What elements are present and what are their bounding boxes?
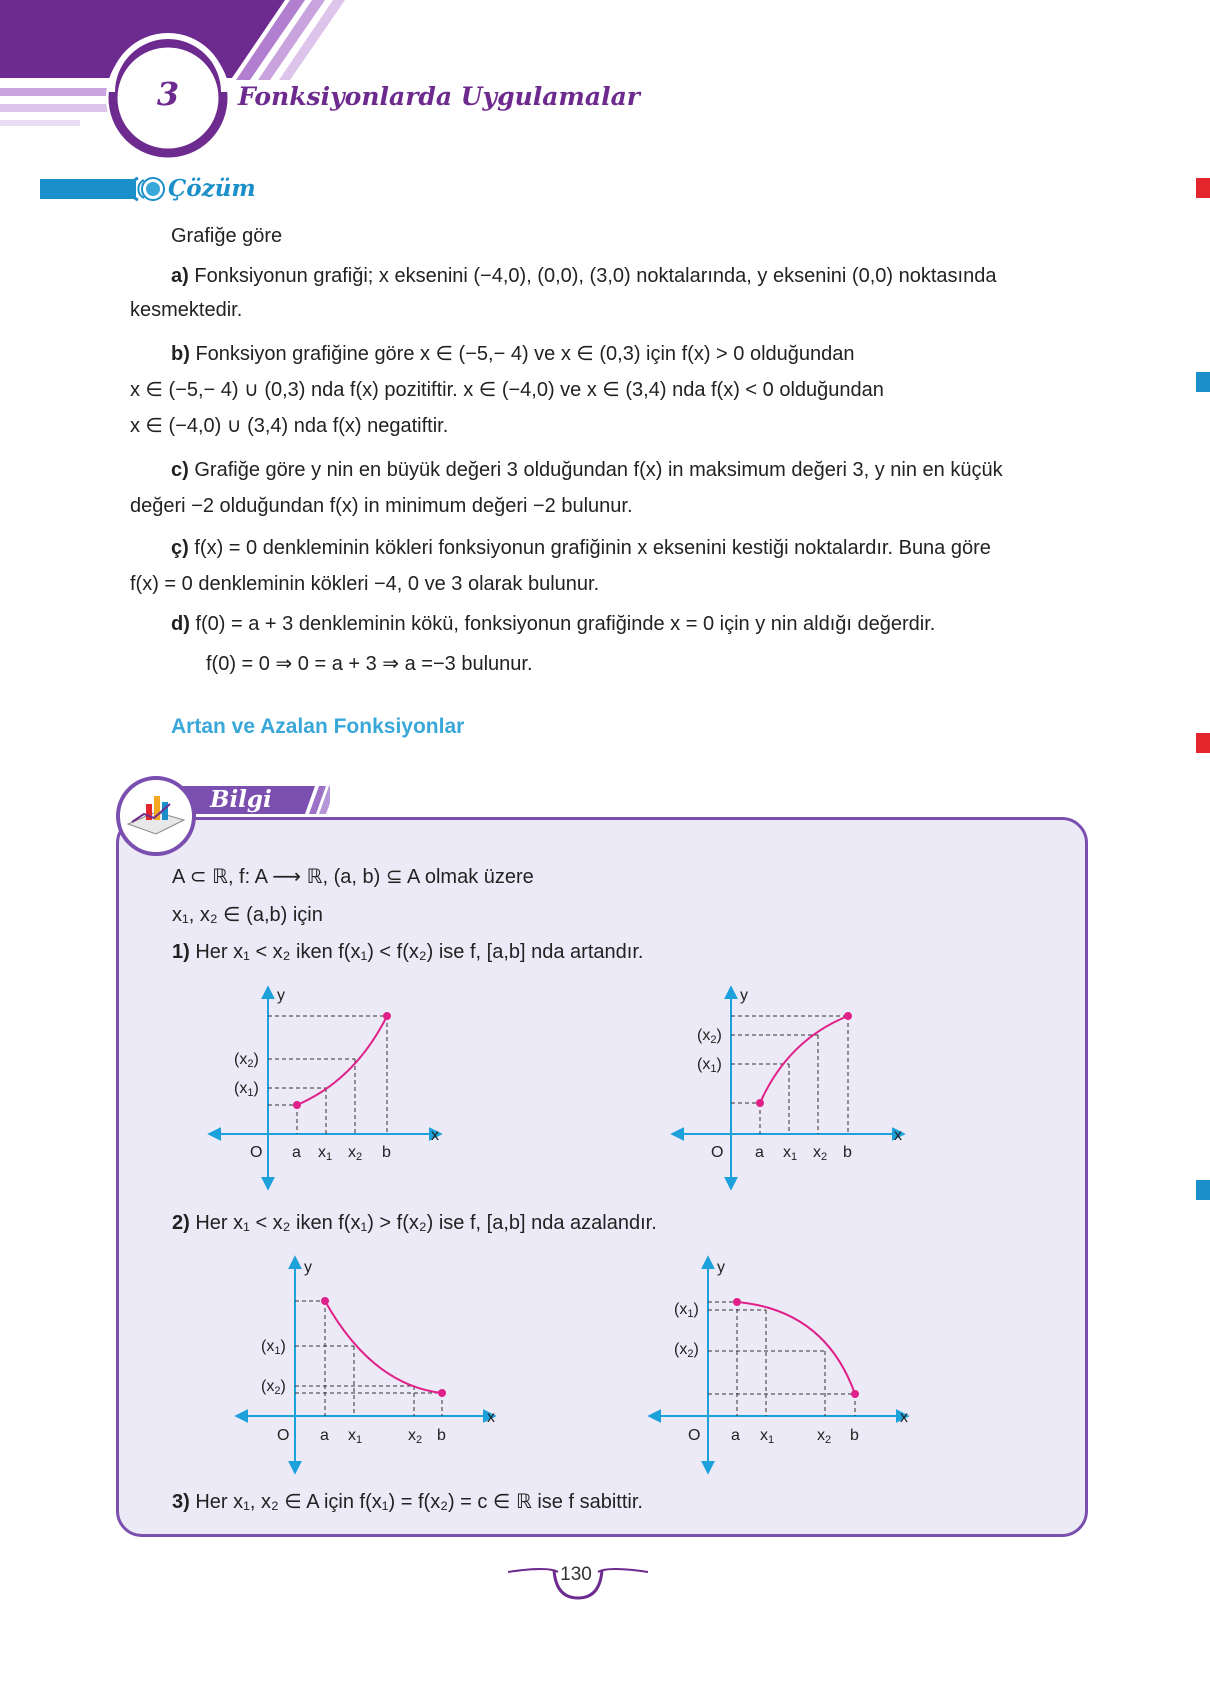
chapter-title: Fonksiyonlarda Uygulamalar — [238, 82, 640, 111]
rule-decreasing — [172, 1208, 657, 1238]
function-curve — [760, 1016, 848, 1103]
item-b — [130, 336, 1075, 444]
origin-label: O — [250, 1144, 263, 1161]
rule-text: Her x₁ < x₂ iken f(x₁) > f(x₂) ise f, [a,b] nda azalandır. — [195, 1212, 657, 1234]
fx1-label: (x1) — [261, 1338, 286, 1357]
side-marker — [1196, 178, 1210, 198]
item-text: Grafiğe göre y nin en büyük değeri 3 olduğundan f(x) in maksimum değeri 3, y nin en küçük — [194, 459, 1003, 481]
graph-decreasing-convex — [232, 1250, 502, 1480]
item-text: x ∈ (−4,0) ∪ (3,4) nda f(x) negatiftir. — [130, 415, 449, 437]
item-c — [130, 452, 1075, 524]
x2-label: x2 — [408, 1427, 423, 1446]
info-domain: x₁, x₂ ∈ (a,b) için — [172, 904, 323, 926]
item-label: b) — [171, 343, 190, 365]
x1-label: x1 — [318, 1144, 333, 1163]
section-title: Artan ve Azalan Fonksiyonlar — [171, 715, 465, 738]
info-title: Bilgi — [210, 786, 272, 813]
item-text: f(0) = 0 ⇒ 0 = a + 3 ⇒ a =−3 bulunur. — [206, 653, 533, 675]
x-label: x — [431, 1127, 439, 1144]
x2-label: x2 — [813, 1144, 828, 1163]
rule-text: Her x₁, x₂ ∈ A için f(x₁) = f(x₂) = c ∈ ℝ ise f sabittir. — [195, 1491, 643, 1513]
x1-label: x1 — [348, 1427, 363, 1446]
rule-increasing — [172, 937, 643, 967]
item-label: a) — [171, 265, 189, 287]
y-label: y — [740, 987, 748, 1004]
rule-label: 1) — [172, 941, 190, 963]
item-text: f(x) = 0 denkleminin kökleri −4, 0 ve 3 olarak bulunur. — [130, 573, 600, 595]
x-label: x — [894, 1127, 902, 1144]
origin-label: O — [688, 1427, 701, 1444]
b-label: b — [850, 1427, 859, 1444]
side-marker — [1196, 372, 1210, 392]
y-label: y — [717, 1259, 725, 1276]
origin-label: O — [711, 1144, 724, 1161]
solution-intro: Grafiğe göre — [171, 225, 283, 247]
item-label: d) — [171, 613, 190, 635]
item-cc — [130, 530, 1075, 602]
rule-constant — [172, 1487, 643, 1517]
b-label: b — [437, 1427, 446, 1444]
fx1-label: (x1) — [674, 1301, 699, 1320]
y-label: y — [277, 987, 285, 1004]
item-text: f(x) = 0 denkleminin kökleri fonksiyonun grafiğinin x eksenini kestiği noktalardır. Buna göre — [194, 537, 991, 559]
chapter-number: 3 — [156, 75, 180, 113]
rule-text: Her x₁ < x₂ iken f(x₁) < f(x₂) ise f, [a,b] nda artandır. — [195, 941, 644, 963]
graph-increasing-concave — [668, 980, 918, 1200]
page-number: 130 — [560, 1564, 592, 1585]
info-definition: A ⊂ ℝ, f: A ⟶ ℝ, (a, b) ⊆ A olmak üzere — [172, 866, 534, 888]
x1-label: x1 — [783, 1144, 798, 1163]
fx2-label: (x2) — [697, 1027, 722, 1046]
item-text: Fonksiyonun grafiği; x eksenini (−4,0), (0,0), (3,0) noktalarında, y eksenini (0,0) noktasında — [194, 265, 997, 287]
y-label: y — [304, 1259, 312, 1276]
fx2-label: (x2) — [674, 1341, 699, 1360]
item-a — [130, 258, 1075, 328]
endpoint — [293, 1101, 301, 1109]
x2-label: x2 — [348, 1144, 363, 1163]
item-text: x ∈ (−5,− 4) ∪ (0,3) nda f(x) pozitiftir. x ∈ (−4,0) ve x ∈ (3,4) nda f(x) < 0 olduğundan — [130, 379, 884, 401]
x-label: x — [900, 1409, 908, 1426]
a-label: a — [755, 1144, 764, 1161]
item-text: değeri −2 olduğundan f(x) in minimum değeri −2 bulunur. — [130, 495, 633, 517]
function-curve — [325, 1301, 442, 1393]
side-marker — [1196, 733, 1210, 753]
function-curve — [737, 1302, 855, 1394]
x2-label: x2 — [817, 1427, 832, 1446]
a-label: a — [292, 1144, 301, 1161]
fx2-label: (x2) — [261, 1378, 286, 1397]
b-label: b — [382, 1144, 391, 1161]
a-label: a — [320, 1427, 329, 1444]
origin-label: O — [277, 1427, 290, 1444]
endpoint — [756, 1099, 764, 1107]
side-marker — [1196, 1180, 1210, 1200]
x-label: x — [487, 1409, 495, 1426]
item-d — [130, 606, 1075, 682]
graph-decreasing-concave — [645, 1250, 915, 1480]
item-text: Fonksiyon grafiğine göre x ∈ (−5,− 4) ve x ∈ (0,3) için f(x) > 0 olduğundan — [195, 343, 855, 365]
rule-label: 3) — [172, 1491, 190, 1513]
item-label: ç) — [171, 537, 189, 559]
function-curve — [297, 1016, 387, 1105]
graph-increasing-convex — [205, 980, 455, 1200]
solution-label: Çözüm — [168, 175, 256, 202]
endpoint — [321, 1297, 329, 1305]
item-label: c) — [171, 459, 189, 481]
endpoint — [438, 1389, 446, 1397]
solution-bar — [40, 176, 170, 202]
fx1-label: (x1) — [697, 1056, 722, 1075]
item-text: f(0) = a + 3 denkleminin kökü, fonksiyonun grafiğinde x = 0 için y nin aldığı değerdir. — [195, 613, 936, 635]
fx2-label: (x2) — [234, 1051, 259, 1070]
b-label: b — [843, 1144, 852, 1161]
endpoint — [851, 1390, 859, 1398]
item-text: kesmektedir. — [130, 299, 243, 321]
fx1-label: (x1) — [234, 1080, 259, 1099]
a-label: a — [731, 1427, 740, 1444]
endpoint — [383, 1012, 391, 1020]
x1-label: x1 — [760, 1427, 775, 1446]
rule-label: 2) — [172, 1212, 190, 1234]
endpoint — [844, 1012, 852, 1020]
endpoint — [733, 1298, 741, 1306]
